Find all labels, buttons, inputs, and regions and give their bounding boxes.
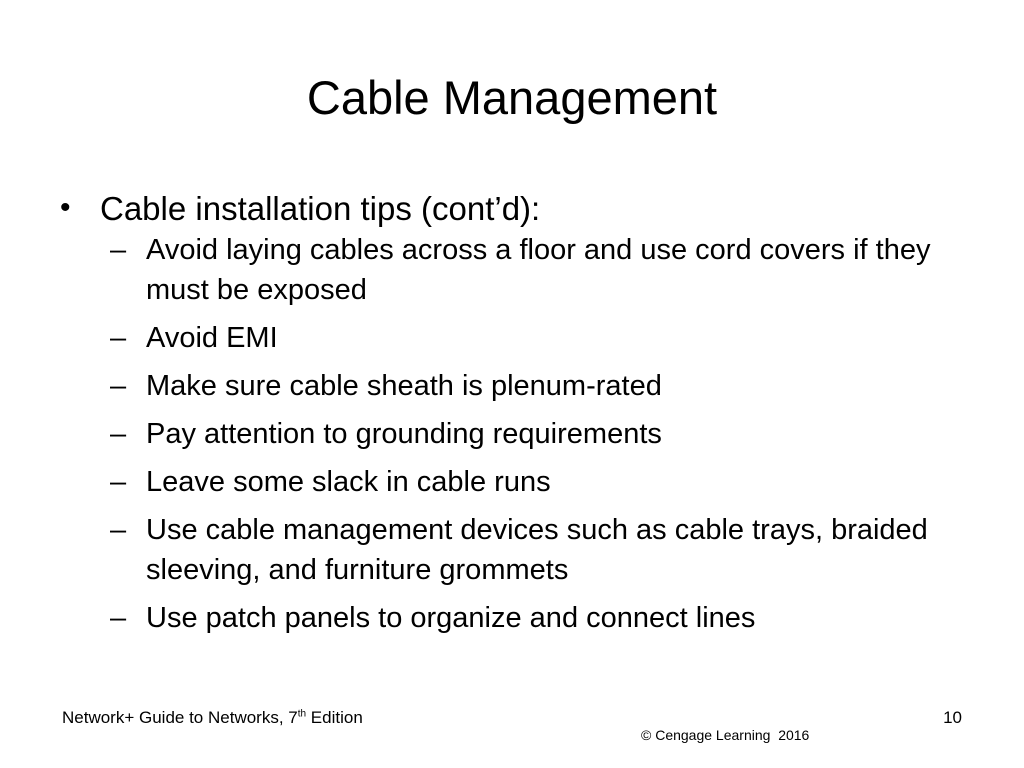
dash-marker-icon: – [110, 370, 127, 402]
footer-book-title-superscript: th [297, 708, 307, 720]
slide-title: Cable Management [306, 71, 718, 124]
dash-marker-icon: – [110, 418, 127, 450]
main-bullet [60, 188, 980, 230]
main-bullet-text: Cable installation tips (cont’d): [100, 190, 541, 227]
sub-bullet-item [110, 462, 980, 502]
sub-bullet-item [110, 230, 980, 310]
sub-bullet-list [60, 230, 980, 638]
sub-bullet-item [110, 366, 980, 406]
dash-marker-icon: – [110, 602, 127, 634]
sub-bullet-item [110, 414, 980, 454]
sub-bullet-text: Avoid EMI [146, 322, 278, 354]
dash-marker-icon: – [110, 234, 127, 266]
footer-book-title [62, 707, 363, 729]
sub-bullet-item [110, 598, 980, 638]
page-number: 10 [943, 708, 962, 727]
bullet-marker-icon: • [60, 191, 71, 224]
sub-bullet-item [110, 510, 980, 590]
dash-marker-icon: – [110, 514, 127, 546]
sub-bullet-text: Make sure cable sheath is plenum-rated [146, 370, 662, 402]
sub-bullet-text: Use patch panels to organize and connect lines [146, 602, 756, 634]
sub-bullet-item [110, 318, 980, 358]
dash-marker-icon: – [110, 466, 127, 498]
sub-bullet-text: Avoid laying cables across a floor and use cord covers if they must be exposed [146, 234, 931, 306]
bullet-list [60, 188, 980, 638]
footer-copyright: © Cengage Learning 2016 [641, 727, 810, 743]
sub-bullet-text: Leave some slack in cable runs [146, 466, 551, 498]
dash-marker-icon: – [110, 322, 127, 354]
footer-book-title-prefix: Network+ Guide to Networks, 7 [62, 708, 298, 727]
footer-book-title-suffix: Edition [306, 708, 363, 727]
sub-bullet-text: Pay attention to grounding requirements [146, 418, 662, 450]
sub-bullet-text: Use cable management devices such as cable trays, braided sleeving, and furniture grommets [146, 514, 928, 586]
